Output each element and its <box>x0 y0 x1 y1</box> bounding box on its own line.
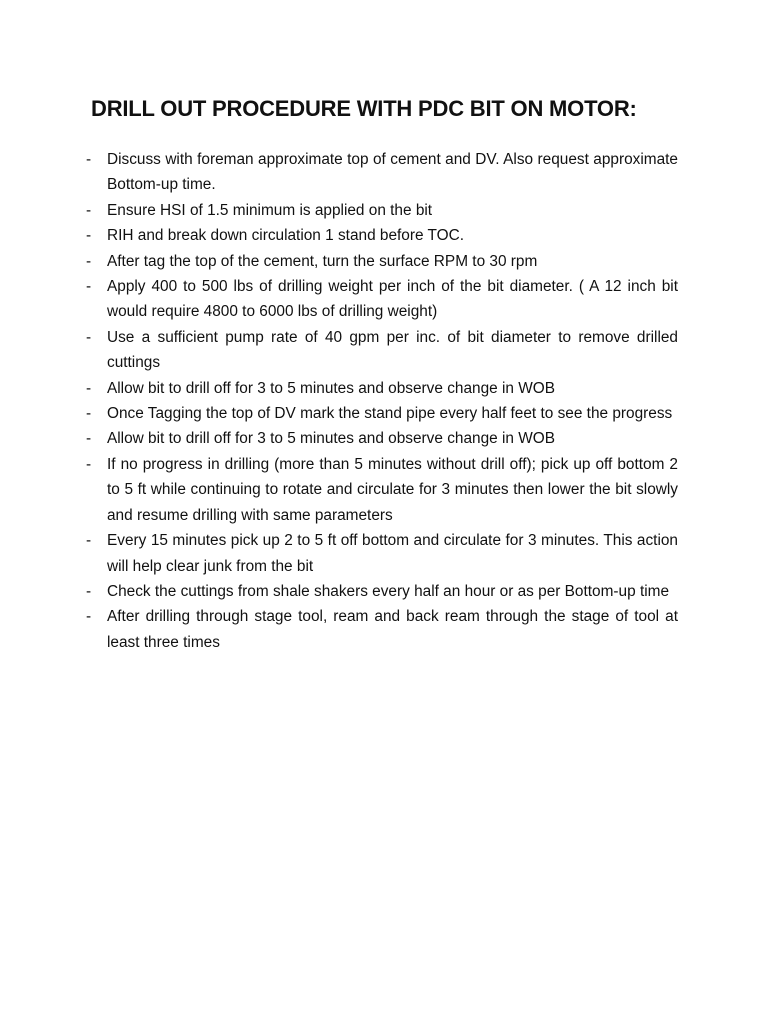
procedure-step <box>86 579 678 604</box>
step-text: After drilling through stage tool, ream and back ream through the stage of tool at least three times <box>107 608 678 651</box>
bullet-dash: - <box>86 608 92 626</box>
procedure-step <box>86 401 678 426</box>
step-text: Check the cuttings from shale shakers every half an hour or as per Bottom-up time <box>107 582 670 600</box>
step-text: Ensure HSI of 1.5 minimum is applied on the bit <box>107 201 433 219</box>
bullet-dash: - <box>86 430 92 448</box>
procedure-step <box>86 274 678 325</box>
bullet-dash: - <box>86 252 92 270</box>
step-text: Discuss with foreman approximate top of cement and DV. Also request approximate Bottom-up time. <box>107 151 678 194</box>
step-text: Allow bit to drill off for 3 to 5 minutes and observe change in WOB <box>107 430 555 448</box>
procedure-step <box>86 223 678 248</box>
procedure-step <box>86 147 678 198</box>
bullet-dash: - <box>86 455 92 473</box>
bullet-dash: - <box>86 227 92 245</box>
bullet-dash: - <box>86 379 92 397</box>
step-text: RIH and break down circulation 1 stand before TOC. <box>107 227 465 245</box>
bullet-dash: - <box>86 151 92 168</box>
procedure-step <box>86 376 678 401</box>
bullet-dash: - <box>86 278 92 296</box>
bullet-dash: - <box>86 532 92 550</box>
step-text: After tag the top of the cement, turn the surface RPM to 30 rpm <box>107 252 538 270</box>
procedure-step <box>86 426 678 451</box>
procedure-step <box>86 325 678 376</box>
procedure-list <box>86 147 678 655</box>
step-text: Apply 400 to 500 lbs of drilling weight per inch of the bit diameter. ( A 12 inch bit would require 4800 to 6000 lbs of drilling weight) <box>107 278 678 321</box>
procedure-step <box>86 249 678 274</box>
step-text: Every 15 minutes pick up 2 to 5 ft off bottom and circulate for 3 minutes. This action will help clear junk from the bit <box>107 532 678 575</box>
step-text: If no progress in drilling (more than 5 minutes without drill off); pick up off bottom 2 to 5 ft while continuing to rotate and circulate for 3 minutes then lower the bit slowly and resume drilling with same parameters <box>107 455 678 524</box>
procedure-step <box>86 604 678 655</box>
step-text: Once Tagging the top of DV mark the stand pipe every half feet to see the progress <box>107 405 673 423</box>
step-text: Use a sufficient pump rate of 40 gpm per inc. of bit diameter to remove drilled cuttings <box>107 328 678 372</box>
document-title: DRILL OUT PROCEDURE WITH PDC BIT ON MOTOR: <box>91 96 637 121</box>
step-text: Allow bit to drill off for 3 to 5 minutes and observe change in WOB <box>107 379 555 397</box>
bullet-dash: - <box>86 328 92 346</box>
bullet-dash: - <box>86 582 92 600</box>
procedure-step <box>86 198 678 223</box>
procedure-step <box>86 452 678 528</box>
bullet-dash: - <box>86 405 92 423</box>
bullet-dash: - <box>86 201 92 219</box>
procedure-step <box>86 528 678 579</box>
